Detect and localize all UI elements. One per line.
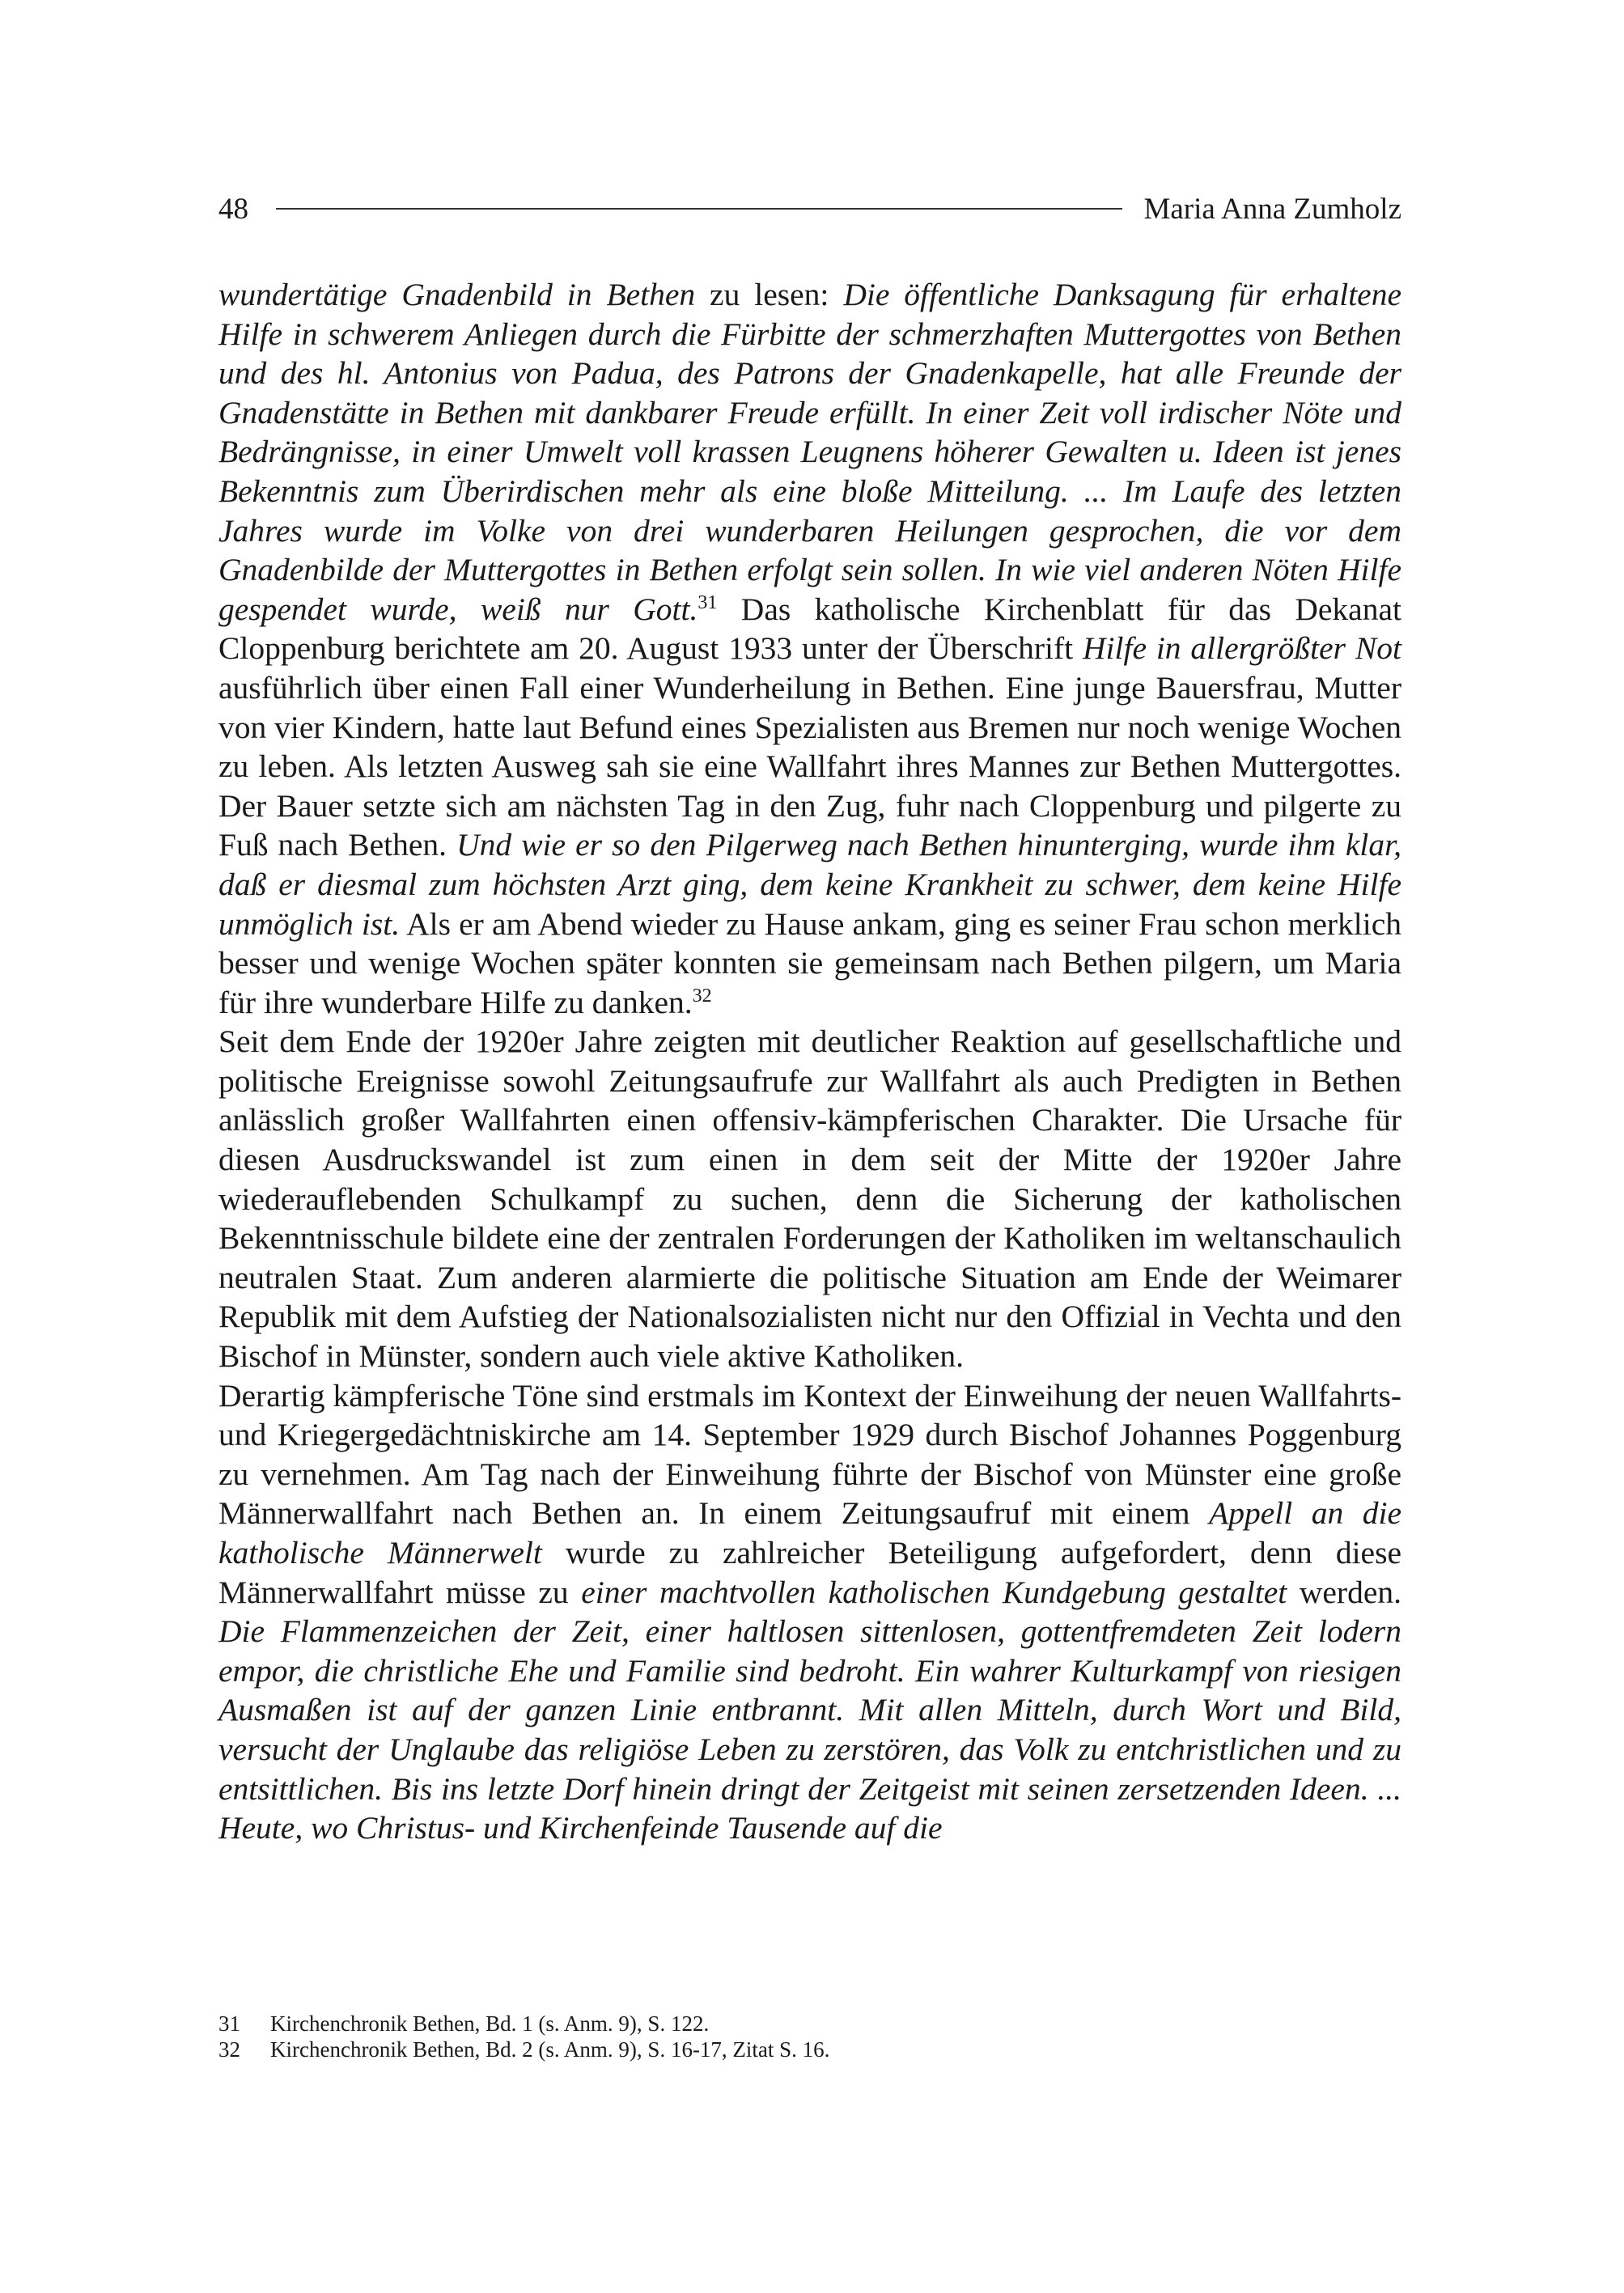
- text-run: ausführlich über einen Fall einer Wunderheilung in Bethen. Eine junge Bauersfrau, Mutter von vier Kindern, hatte laut Befund eines Spezialisten aus Bremen nur noch wenige Wochen zu leben. Als letzten Ausweg sah sie eine Wallfahrt ihres Mannes zur Bethen Muttergottes. Der Bauer setzte sich am nächsten Tag in den Zug, fuhr nach Cloppenburg und pilgerte zu Fuß nach Bethen.: [218, 669, 1401, 863]
- footnote: [218, 2011, 1401, 2037]
- footnote: [218, 2037, 1401, 2062]
- footnote-number: 32: [218, 2037, 240, 2062]
- footnote-reference: 32: [692, 985, 712, 1007]
- quoted-text: einer machtvollen katholischen Kundgebung gestaltet: [581, 1574, 1287, 1610]
- paragraph: [218, 1376, 1401, 1848]
- text-run: werden.: [1287, 1574, 1401, 1610]
- footnote-text: Kirchenchronik Bethen, Bd. 2 (s. Anm. 9), S. 16-17, Zitat S. 16.: [270, 2037, 830, 2062]
- page-number: 48: [218, 192, 248, 226]
- footnote-reference: 31: [698, 591, 718, 613]
- paragraph: [218, 1022, 1401, 1375]
- text-run: zu lesen:: [695, 277, 844, 312]
- quoted-text: Appell an die katholische Männerwelt: [218, 1495, 1401, 1570]
- quoted-text: wundertätige Gnadenbild in Bethen: [218, 277, 696, 312]
- quoted-text: Und wie er so den Pilgerweg nach Bethen hinunterging, wurde ihm klar, daß er diesmal zum höchsten Arzt ging, dem keine Krankheit zu schwer, dem keine Hilfe unmöglich ist.: [218, 827, 1401, 942]
- footnote-text: Kirchenchronik Bethen, Bd. 1 (s. Anm. 9), S. 122.: [270, 2011, 710, 2036]
- footnote-number: 31: [218, 2011, 240, 2036]
- running-header: [218, 184, 1401, 233]
- text-run: Das katholische Kirchenblatt für das Dekanat Cloppenburg berichtete am 20. August 1933 unter der Überschrift: [218, 591, 1401, 667]
- text-run: Als er am Abend wieder zu Hause ankam, ging es seiner Frau schon merklich besser und wenige Wochen später konnten sie gemeinsam nach Bethen pilgern, um Maria für ihre wunderbare Hilfe zu danken.: [218, 905, 1402, 1020]
- quoted-text: Die Flammenzeichen der Zeit, einer haltlosen sittenlosen, gottentfremdeten Zeit lodern empor, die christliche Ehe und Familie sind bedroht. Ein wahrer Kulturkampf von riesigen Ausmaßen ist auf der ganzen Linie entbrannt. Mit allen Mitteln, durch Wort und Bild, versucht der Unglaube das religiöse Leben zu zerstören, das Volk zu entchristlichen und zu entsittlichen. Bis ins letzte Dorf hinein dringt der Zeitgeist mit seinen zersetzenden Ideen. ... Heute, wo Christus- und Kirchenfeinde Tausende auf die: [218, 1613, 1401, 1846]
- paragraph: [218, 275, 1401, 1022]
- running-head-author: Maria Anna Zumholz: [1143, 192, 1401, 226]
- text-run: wurde zu zahlreicher Beteiligung aufgefordert, denn diese Männerwallfahrt müsse zu: [218, 1535, 1401, 1610]
- quoted-text: Die öffentliche Danksagung für erhaltene Hilfe in schwerem Anliegen durch die Fürbitte der schmerzhaften Muttergottes von Bethen und des hl. Antonius von Padua, des Patrons der Gnadenkapelle, hat alle Freunde der Gnadenstätte in Bethen mit dankbarer Freude erfüllt. In einer Zeit voll irdischer Nöte und Bedrängnisse, in einer Umwelt voll krassen Leugnens höherer Gewalten u. Ideen ist jenes Bekenntnis zum Überirdischen mehr als eine bloße Mitteilung. ... Im Laufe des letzten Jahres wurde im Volke von drei wunderbaren Heilungen gesprochen, die vor dem Gnadenbilde der Muttergottes in Bethen erfolgt sein sollen. In wie viel anderen Nöten Hilfe gespendet wurde, weiß nur Gott.: [218, 277, 1401, 627]
- text-run: Seit dem Ende der 1920er Jahre zeigten mit deutlicher Reaktion auf gesellschaftliche und politische Ereignisse sowohl Zeitungsaufrufe zur Wallfahrt als auch Predigten in Bethen anlässlich großer Wallfahrten einen offensiv-kämpferischen Charakter. Die Ursache für diesen Ausdruckswandel ist zum einen in dem seit der Mitte der 1920er Jahre wiederauflebenden Schulkampf zu suchen, denn die Sicherung der katholischen Bekenntnisschule bildete eine der zentralen Forderungen der Katholiken im weltanschaulich neutralen Staat. Zum anderen alarmierte die politische Situation am Ende der Weimarer Republik mit dem Aufstieg der Nationalsozialisten nicht nur den Offizial in Vechta und den Bischof in Münster, sondern auch viele aktive Katholiken.: [218, 1024, 1401, 1375]
- footnotes: [218, 2011, 1401, 2062]
- main-text: [218, 275, 1401, 1848]
- quoted-text: Hilfe in allergrößter Not: [1083, 630, 1401, 667]
- text-run: Derartig kämpferische Töne sind erstmals im Kontext der Einweihung der neuen Wallfahrts- und Kriegergedächtniskirche am 14. September 1929 durch Bischof Johannes Poggenburg zu vernehmen. Am Tag nach der Einweihung führte der Bischof von Münster eine große Männerwallfahrt nach Bethen an. In einem Zeitungsaufruf mit einem: [218, 1377, 1401, 1532]
- header-rule: [276, 208, 1122, 210]
